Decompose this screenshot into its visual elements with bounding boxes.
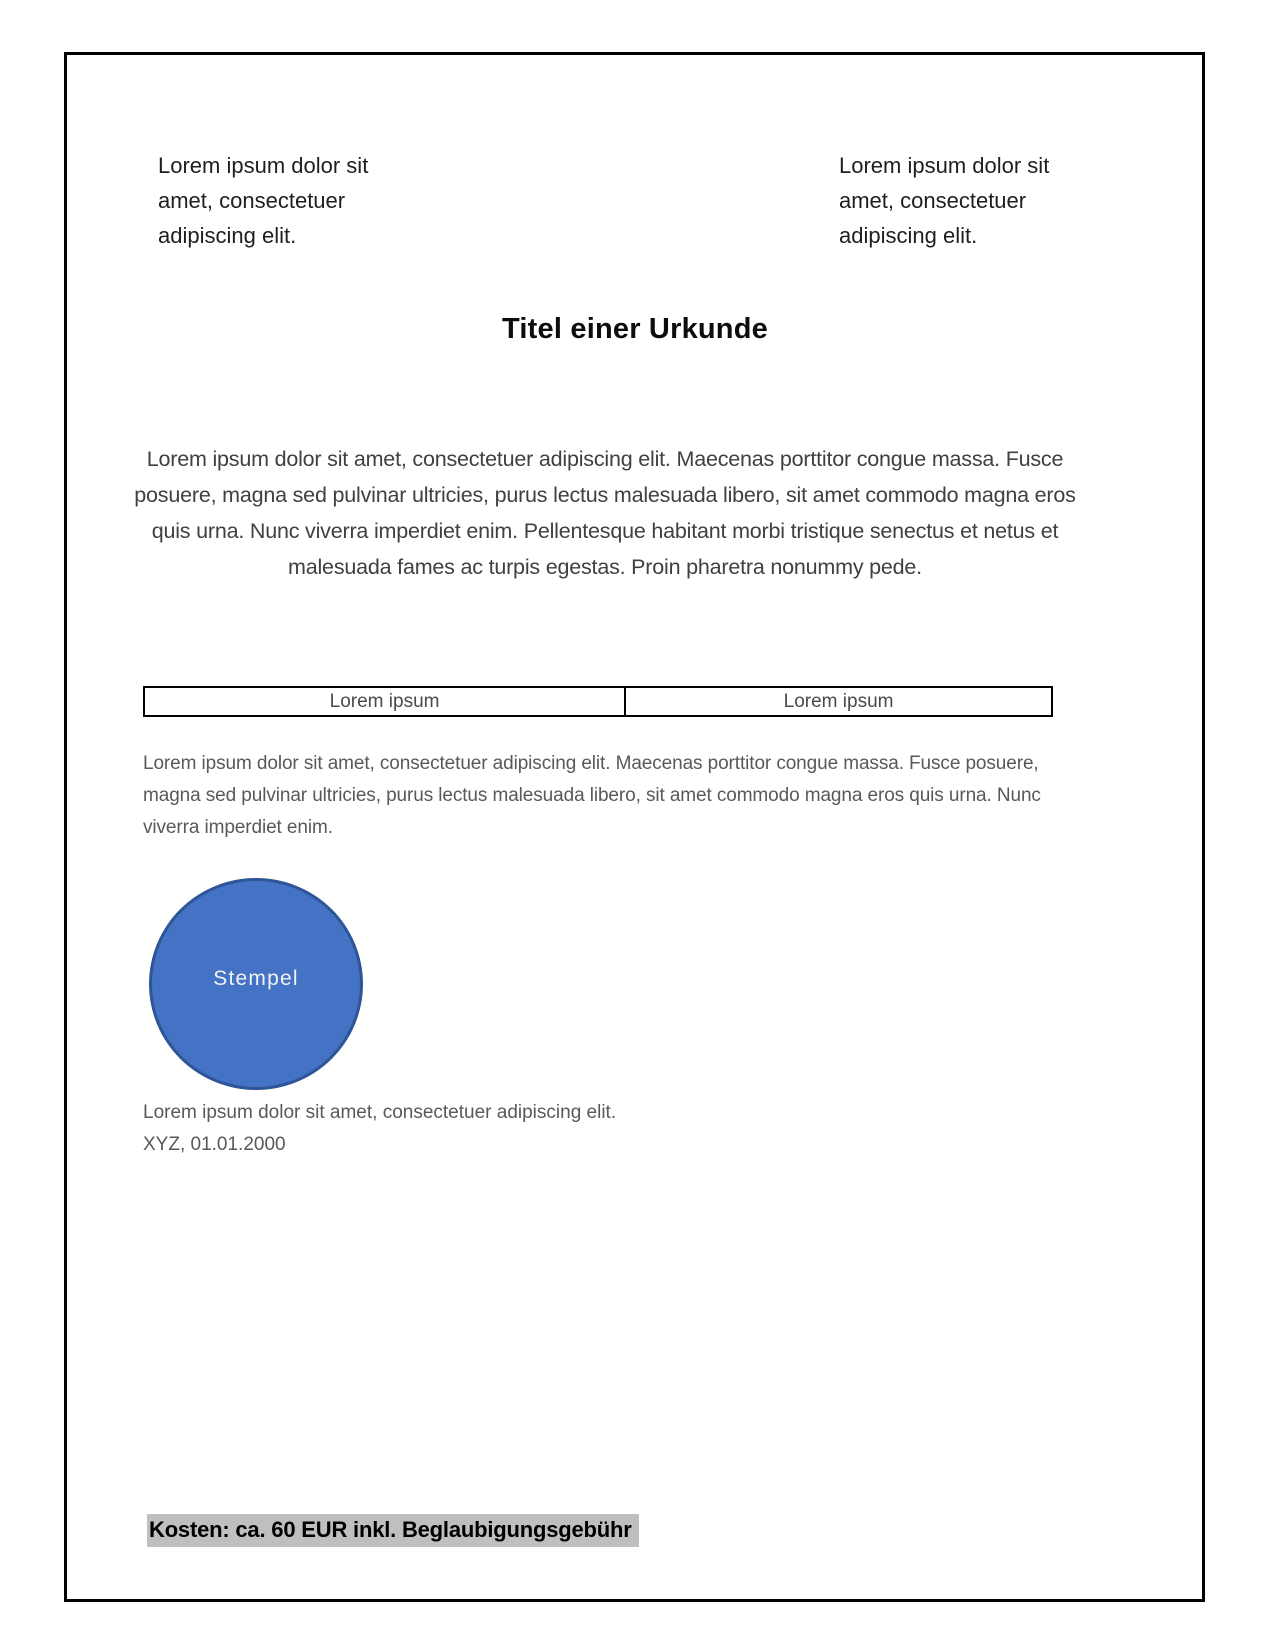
stamp-circle [149,878,363,1090]
header-right-line: adipiscing elit. [839,223,978,248]
secondary-paragraph: Lorem ipsum dolor sit amet, consectetuer adipiscing elit. Maecenas porttitor congue massa. Fusce posuere, magna sed pulvinar ultricies, purus lectus malesuada libero, sit amet commodo magna eros quis urna. Nunc viverra imperdiet enim. [143,753,1041,838]
document-title: Titel einer Urkunde [502,313,768,345]
two-column-table [143,686,1053,717]
signature-date-line: XYZ, 01.01.2000 [143,1134,286,1155]
header-right-line: amet, consectetuer [839,188,1027,213]
main-paragraph: Lorem ipsum dolor sit amet, consectetuer adipiscing elit. Maecenas porttitor congue massa. Fusce posuere, magna sed pulvinar ultricies, purus lectus malesuada libero, sit amet commodo magna eros quis urna. Nunc viverra imperdiet enim. Pellentesque habitant morbi tristique senectus et netus et malesuada fames ac turpis egestas. Proin pharetra nonummy pede. [134,447,1076,579]
header-right-address-block [839,148,1049,253]
header-left-line: adipiscing elit. [158,223,297,248]
header-right-line: Lorem ipsum dolor sit [839,153,1050,178]
signature-block [143,1097,616,1161]
header-left-address-block [158,148,368,253]
signature-line: Lorem ipsum dolor sit amet, consectetuer adipiscing elit. [143,1102,617,1123]
header-left-line: amet, consectetuer [158,188,346,213]
stamp-label: Stempel [213,967,299,990]
table-cell-left: Lorem ipsum [144,687,625,716]
cost-note-highlighted: Kosten: ca. 60 EUR inkl. Beglaubigungsgebühr [147,1514,639,1547]
table-row [144,687,1052,716]
table-cell-right: Lorem ipsum [625,687,1052,716]
header-left-line: Lorem ipsum dolor sit [158,153,369,178]
